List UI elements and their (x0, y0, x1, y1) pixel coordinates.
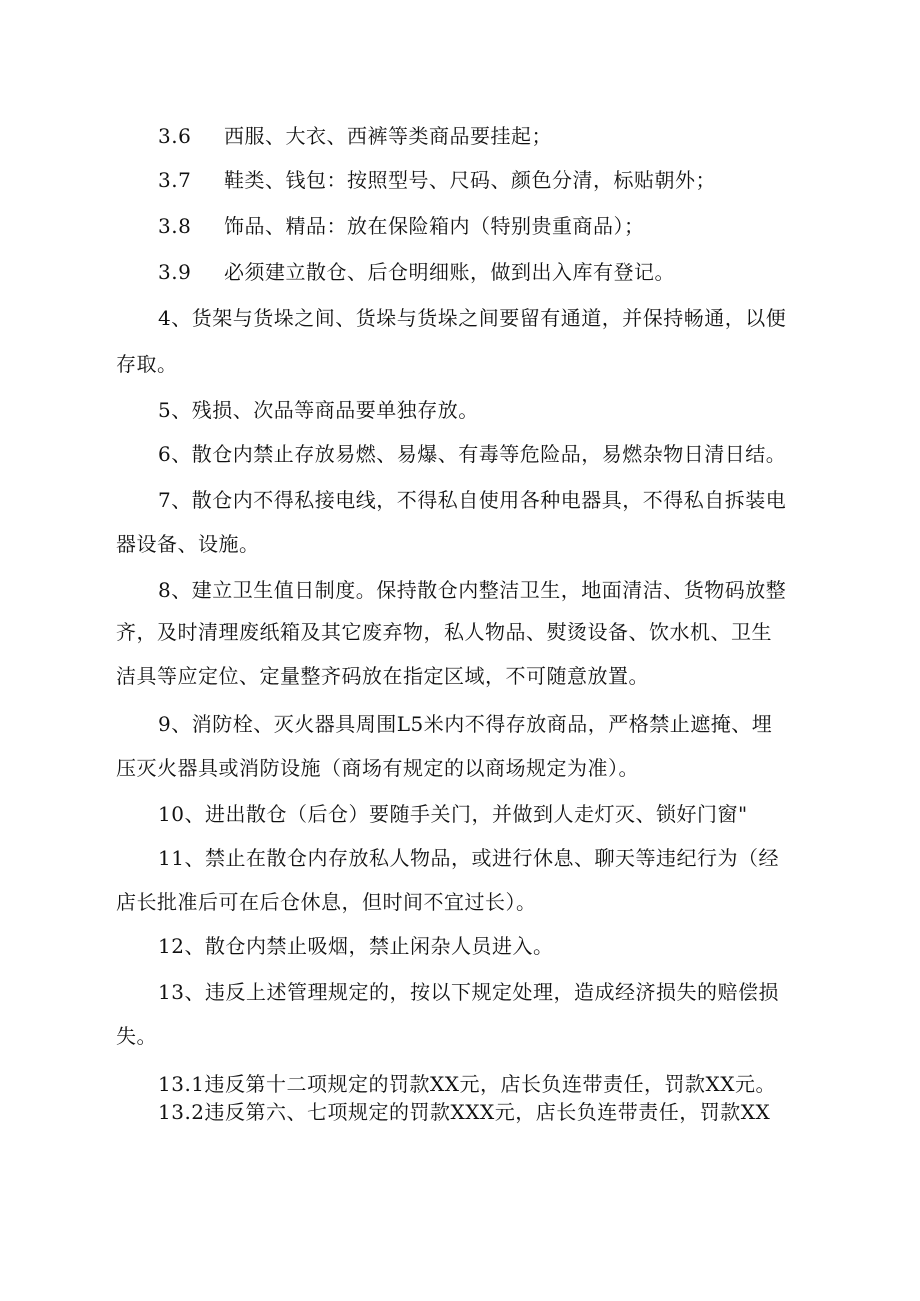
paragraph-7-line-2: 器设备、设施。 (116, 532, 260, 556)
paragraph-11-line-1: 11、禁止在散仓内存放私人物品，或进行休息、聊天等违纪行为（经 (158, 846, 779, 870)
paragraph-13-line-1: 13、违反上述管理规定的，按以下规定处理，造成经济损失的赔偿损 (158, 980, 779, 1004)
paragraph-8-line-1: 8、建立卫生值日制度。保持散仓内整洁卫生，地面清洁、货物码放整 (158, 578, 787, 602)
paragraph-12: 12、散仓内禁止吸烟，禁止闲杂人员进入。 (158, 934, 554, 958)
paragraph-13-2: 13.2违反第六、七项规定的罚款XXX元，店长负连带责任，罚款XX (158, 1100, 771, 1124)
paragraph-5: 5、残损、次品等商品要单独存放。 (158, 398, 479, 422)
paragraph-10: 10、进出散仓（后仓）要随手关门，并做到人走灯灭、锁好门窗" (158, 802, 748, 826)
paragraph-4-line-1: 4、货架与货垛之间、货垛与货垛之间要留有通道，并保持畅通，以便 (158, 306, 787, 330)
item-number: 3.6 (158, 124, 192, 148)
item-number: 3.9 (158, 260, 192, 284)
paragraph-13-1: 13.1违反第十二项规定的罚款XX元，店长负连带责任，罚款XX元。 (158, 1072, 776, 1096)
item-3-8 (158, 214, 645, 238)
item-number: 3.8 (158, 214, 192, 238)
paragraph-8-line-2: 齐，及时清理废纸箱及其它废弃物，私人物品、熨烫设备、饮水机、卫生 (116, 620, 772, 644)
item-3-6 (158, 124, 552, 148)
paragraph-11-line-2: 店长批准后可在后仓休息，但时间不宜过长）。 (116, 890, 537, 914)
item-text: 必须建立散仓、后仓明细账，做到出入库有登记。 (224, 260, 675, 284)
paragraph-13-line-2: 失。 (116, 1024, 157, 1048)
paragraph-6: 6、散仓内禁止存放易燃、易爆、有毒等危险品，易燃杂物日清日结。 (158, 442, 787, 466)
item-number: 3.7 (158, 168, 192, 192)
paragraph-8-line-3: 洁具等应定位、定量整齐码放在指定区域，不可随意放置。 (116, 664, 649, 688)
item-3-7 (158, 168, 716, 192)
item-text: 饰品、精品：放在保险箱内（特别贵重商品）； (224, 214, 645, 238)
item-3-9 (158, 260, 675, 284)
paragraph-9-line-2: 压灭火器具或消防设施（商场有规定的以商场规定为准）。 (116, 756, 639, 780)
item-text: 鞋类、钱包：按照型号、尺码、颜色分清，标贴朝外； (224, 168, 716, 192)
item-text: 西服、大衣、西裤等类商品要挂起； (224, 124, 552, 148)
paragraph-7-line-1: 7、散仓内不得私接电线，不得私自使用各种电器具，不得私自拆装电 (158, 488, 787, 512)
paragraph-4-line-2: 存取。 (116, 352, 178, 376)
paragraph-9-line-1: 9、消防栓、灭火器具周围L5米内不得存放商品，严格禁止遮掩、埋 (158, 712, 773, 736)
